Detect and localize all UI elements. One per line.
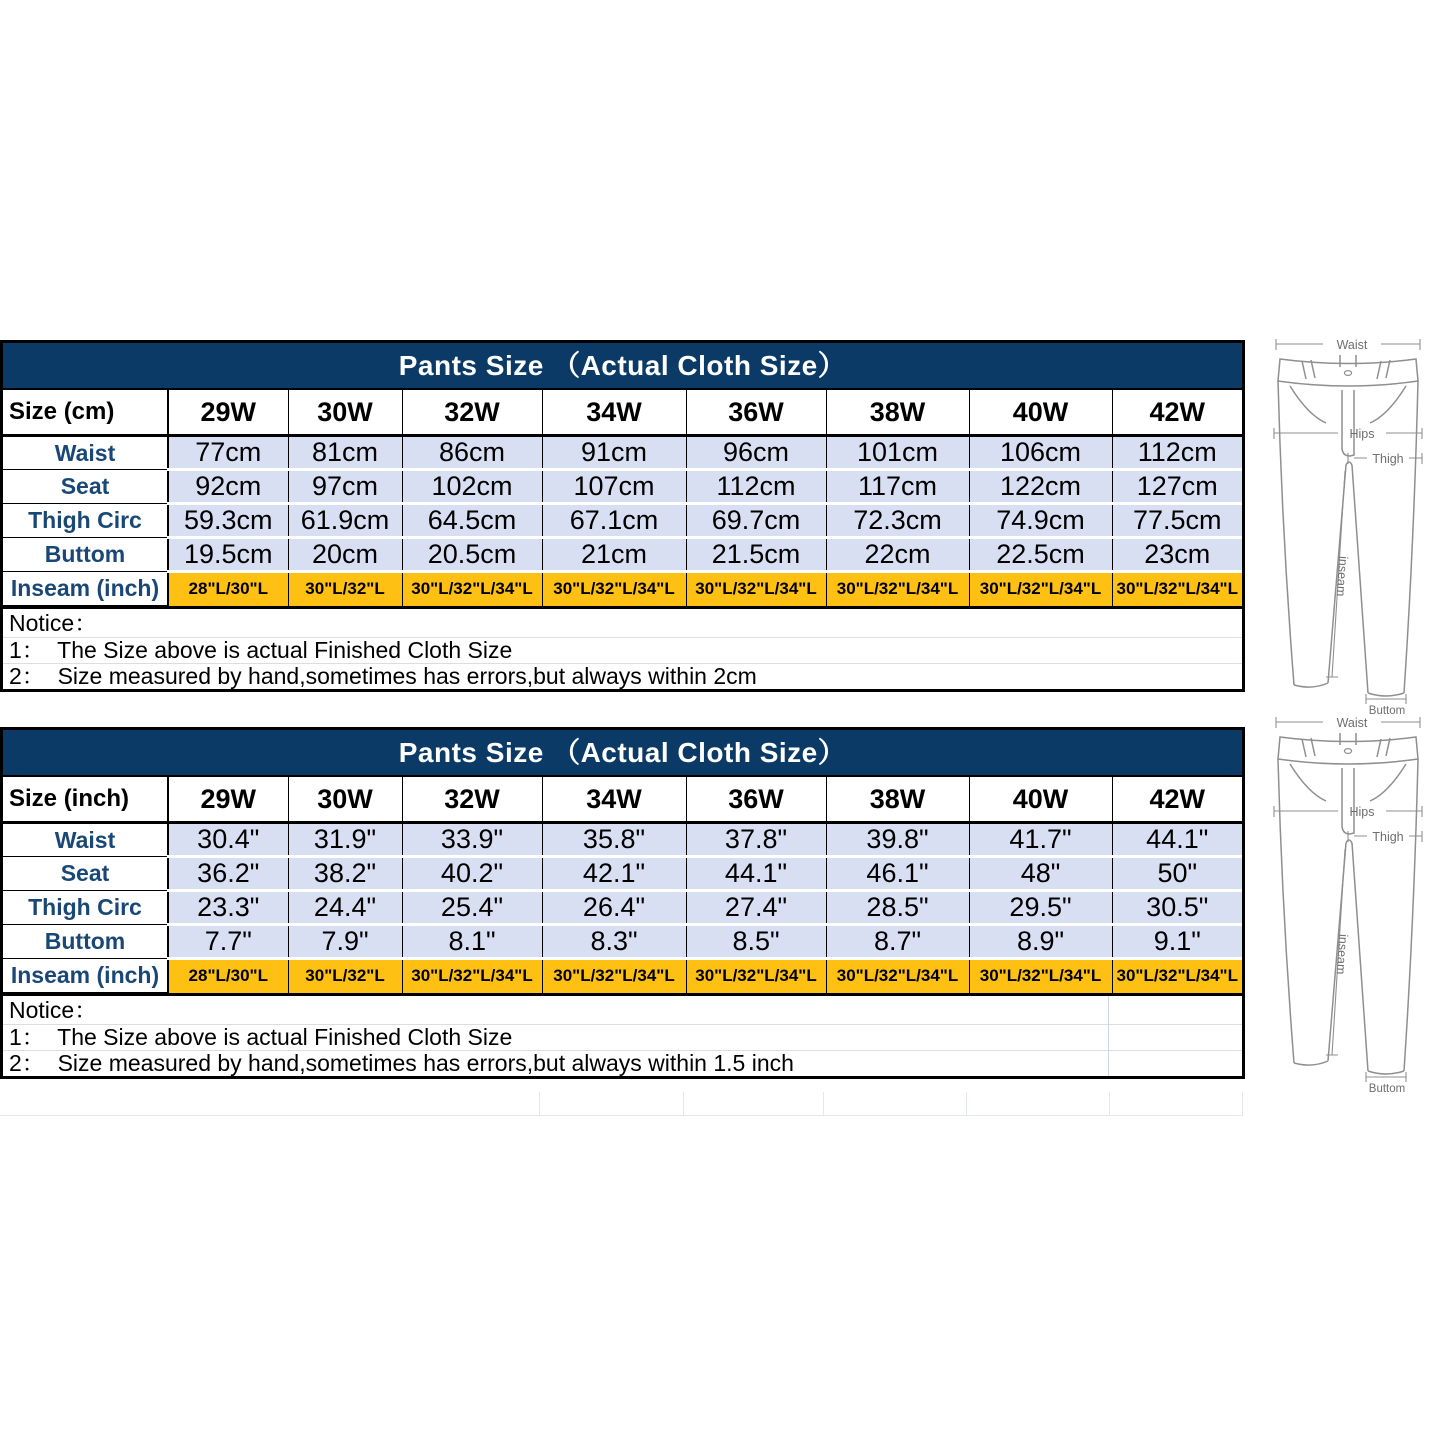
measurement-value: 92cm	[168, 470, 288, 504]
measurement-value: 74.9cm	[969, 504, 1112, 538]
left-pocket	[1290, 386, 1326, 423]
measurement-value: 8.9"	[969, 925, 1112, 959]
left-leg	[1278, 381, 1346, 687]
measurement-value: 30"L/32"L/34"L	[402, 572, 542, 606]
size-grid-inch	[3, 777, 1242, 993]
size-header: 29W	[168, 390, 288, 436]
size-grid-cm	[3, 390, 1242, 606]
row-label: Waist	[3, 823, 168, 857]
measurement-value: 22cm	[826, 538, 969, 572]
pants-measurement-diagram-bottom	[1266, 711, 1430, 1095]
button	[1344, 749, 1351, 754]
measurement-value: 50"	[1112, 857, 1242, 891]
measurement-value: 46.1"	[826, 857, 969, 891]
measurement-value: 30"L/32"L/34"L	[402, 959, 542, 993]
notice-line: 1： The Size above is actual Finished Cloth Size	[3, 638, 1242, 664]
size-header: 34W	[542, 777, 686, 823]
measurement-value: 30"L/32"L/34"L	[826, 572, 969, 606]
gridline-remnant	[1109, 1092, 1110, 1115]
measurement-value: 8.7"	[826, 925, 969, 959]
measurement-value: 30"L/32"L/34"L	[542, 572, 686, 606]
measurement-value: 21cm	[542, 538, 686, 572]
size-header: 38W	[826, 390, 969, 436]
measurement-row	[3, 572, 1242, 606]
measurement-value: 112cm	[1112, 436, 1242, 470]
table-title: Pants Size （Actual Cloth Size）	[3, 730, 1242, 777]
left-pocket	[1290, 764, 1326, 801]
size-header-row	[3, 777, 1242, 823]
measurement-value: 77.5cm	[1112, 504, 1242, 538]
measurement-value: 24.4"	[288, 891, 402, 925]
measurement-value: 36.2"	[168, 857, 288, 891]
row-label: Buttom	[3, 925, 168, 959]
measurement-value: 28"L/30"L	[168, 959, 288, 993]
measurement-row	[3, 891, 1242, 925]
size-table-inch	[0, 727, 1245, 1079]
row-label: Buttom	[3, 538, 168, 572]
measurement-value: 8.3"	[542, 925, 686, 959]
hips-label: Hips	[1349, 805, 1375, 819]
measurement-row	[3, 857, 1242, 891]
measurement-value: 122cm	[969, 470, 1112, 504]
measurement-value: 20cm	[288, 538, 402, 572]
size-header: 32W	[402, 777, 542, 823]
gridline-remnant-row	[0, 1092, 1243, 1116]
measurement-value: 25.4"	[402, 891, 542, 925]
size-header: 40W	[969, 777, 1112, 823]
hips-label: Hips	[1349, 427, 1375, 441]
measurement-value: 7.7"	[168, 925, 288, 959]
measurement-value: 28"L/30"L	[168, 572, 288, 606]
size-header: 42W	[1112, 390, 1242, 436]
measurement-value: 41.7"	[969, 823, 1112, 857]
measurement-value: 77cm	[168, 436, 288, 470]
measurement-value: 29.5"	[969, 891, 1112, 925]
hips-dimension-line	[1274, 806, 1422, 817]
right-pocket	[1370, 764, 1406, 801]
gridline-remnant	[683, 1092, 684, 1115]
corner-label: Size (inch)	[3, 777, 168, 823]
measurement-value: 30"L/32"L	[288, 959, 402, 993]
thigh-label: Thigh	[1372, 452, 1404, 466]
corner-label: Size (cm)	[3, 390, 168, 436]
buttom-label: Buttom	[1368, 1083, 1406, 1095]
measurement-value: 30"L/32"L/34"L	[969, 959, 1112, 993]
size-table-cm	[0, 340, 1245, 692]
buttom-label: Buttom	[1368, 705, 1406, 717]
measurement-value: 48"	[969, 857, 1112, 891]
gridline-remnant	[1242, 1092, 1243, 1115]
measurement-row	[3, 470, 1242, 504]
measurement-value: 44.1"	[686, 857, 826, 891]
measurement-value: 117cm	[826, 470, 969, 504]
measurement-row	[3, 504, 1242, 538]
measurement-value: 44.1"	[1112, 823, 1242, 857]
row-label: Waist	[3, 436, 168, 470]
size-header: 29W	[168, 777, 288, 823]
pants-outline	[1274, 716, 1422, 1095]
measurement-value: 86cm	[402, 436, 542, 470]
measurement-value: 27.4"	[686, 891, 826, 925]
gridline-remnant	[1108, 996, 1109, 1076]
gridline-remnant	[539, 1092, 540, 1115]
measurement-value: 81cm	[288, 436, 402, 470]
size-header-row	[3, 390, 1242, 436]
left-leg	[1278, 759, 1346, 1065]
gridline-remnant	[966, 1092, 967, 1115]
measurement-value: 72.3cm	[826, 504, 969, 538]
measurement-value: 30"L/32"L/34"L	[826, 959, 969, 993]
notice-heading: Notice：	[3, 996, 1242, 1025]
measurement-row	[3, 925, 1242, 959]
measurement-value: 39.8"	[826, 823, 969, 857]
row-label: Seat	[3, 857, 168, 891]
measurement-value: 30.4"	[168, 823, 288, 857]
measurement-value: 21.5cm	[686, 538, 826, 572]
measurement-value: 97cm	[288, 470, 402, 504]
measurement-value: 127cm	[1112, 470, 1242, 504]
inseam-label: inseam	[1333, 933, 1351, 975]
notice-block-cm	[3, 606, 1242, 689]
measurement-value: 9.1"	[1112, 925, 1242, 959]
measurement-value: 20.5cm	[402, 538, 542, 572]
measurement-value: 22.5cm	[969, 538, 1112, 572]
thigh-label: Thigh	[1372, 830, 1404, 844]
size-header: 36W	[686, 777, 826, 823]
size-header: 42W	[1112, 777, 1242, 823]
measurement-value: 30"L/32"L	[288, 572, 402, 606]
measurement-value: 40.2"	[402, 857, 542, 891]
measurement-value: 96cm	[686, 436, 826, 470]
inseam-label: inseam	[1333, 555, 1351, 597]
measurement-value: 7.9"	[288, 925, 402, 959]
notice-line: 2： Size measured by hand,sometimes has errors,but always within 2cm	[9, 663, 757, 689]
measurement-value: 64.5cm	[402, 504, 542, 538]
measurement-value: 35.8"	[542, 823, 686, 857]
measurement-value: 107cm	[542, 470, 686, 504]
measurement-value: 67.1cm	[542, 504, 686, 538]
measurement-value: 101cm	[826, 436, 969, 470]
measurement-value: 30"L/32"L/34"L	[1112, 572, 1242, 606]
notice-block-inch	[3, 993, 1242, 1076]
row-label: Seat	[3, 470, 168, 504]
size-header: 38W	[826, 777, 969, 823]
button	[1344, 371, 1351, 376]
measurement-value: 37.8"	[686, 823, 826, 857]
measurement-value: 8.5"	[686, 925, 826, 959]
measurement-row	[3, 436, 1242, 470]
size-header: 32W	[402, 390, 542, 436]
measurement-value: 23cm	[1112, 538, 1242, 572]
table-title: Pants Size （Actual Cloth Size）	[3, 343, 1242, 390]
measurement-value: 69.7cm	[686, 504, 826, 538]
pants-outline	[1274, 338, 1422, 717]
measurement-value: 30"L/32"L/34"L	[969, 572, 1112, 606]
pants-measurement-diagram-top	[1266, 333, 1430, 717]
measurement-value: 30"L/32"L/34"L	[686, 959, 826, 993]
measurement-value: 61.9cm	[288, 504, 402, 538]
notice-line: 1： The Size above is actual Finished Cloth Size	[3, 1025, 1242, 1051]
measurement-value: 8.1"	[402, 925, 542, 959]
measurement-row	[3, 823, 1242, 857]
measurement-value: 112cm	[686, 470, 826, 504]
measurement-value: 59.3cm	[168, 504, 288, 538]
measurement-value: 102cm	[402, 470, 542, 504]
hips-dimension-line	[1274, 428, 1422, 439]
measurement-value: 26.4"	[542, 891, 686, 925]
measurement-value: 30"L/32"L/34"L	[1112, 959, 1242, 993]
row-label: Inseam (inch)	[3, 959, 168, 993]
measurement-value: 91cm	[542, 436, 686, 470]
size-header: 30W	[288, 777, 402, 823]
right-pocket	[1370, 386, 1406, 423]
measurement-value: 106cm	[969, 436, 1112, 470]
measurement-value: 30.5"	[1112, 891, 1242, 925]
measurement-value: 28.5"	[826, 891, 969, 925]
measurement-value: 31.9"	[288, 823, 402, 857]
waistband	[1278, 359, 1418, 386]
row-label: Inseam (inch)	[3, 572, 168, 606]
measurement-value: 30"L/32"L/34"L	[542, 959, 686, 993]
measurement-row	[3, 538, 1242, 572]
size-header: 30W	[288, 390, 402, 436]
measurement-value: 38.2"	[288, 857, 402, 891]
waistband	[1278, 737, 1418, 764]
gridline-remnant	[823, 1092, 824, 1115]
measurement-value: 23.3"	[168, 891, 288, 925]
fly	[1342, 390, 1354, 456]
measurement-value: 42.1"	[542, 857, 686, 891]
row-label: Thigh Circ	[3, 891, 168, 925]
notice-heading: Notice：	[3, 609, 1242, 638]
crotch	[1346, 462, 1352, 465]
row-label: Thigh Circ	[3, 504, 168, 538]
size-header: 34W	[542, 390, 686, 436]
size-header: 36W	[686, 390, 826, 436]
measurement-value: 33.9"	[402, 823, 542, 857]
measurement-row	[3, 959, 1242, 993]
measurement-value: 19.5cm	[168, 538, 288, 572]
crotch	[1346, 840, 1352, 843]
waist-label: Waist	[1336, 338, 1368, 352]
notice-line: 2： Size measured by hand,sometimes has errors,but always within 1.5 inch	[9, 1050, 794, 1076]
size-header: 40W	[969, 390, 1112, 436]
fly	[1342, 768, 1354, 834]
waist-label: Waist	[1336, 716, 1368, 730]
measurement-value: 30"L/32"L/34"L	[686, 572, 826, 606]
